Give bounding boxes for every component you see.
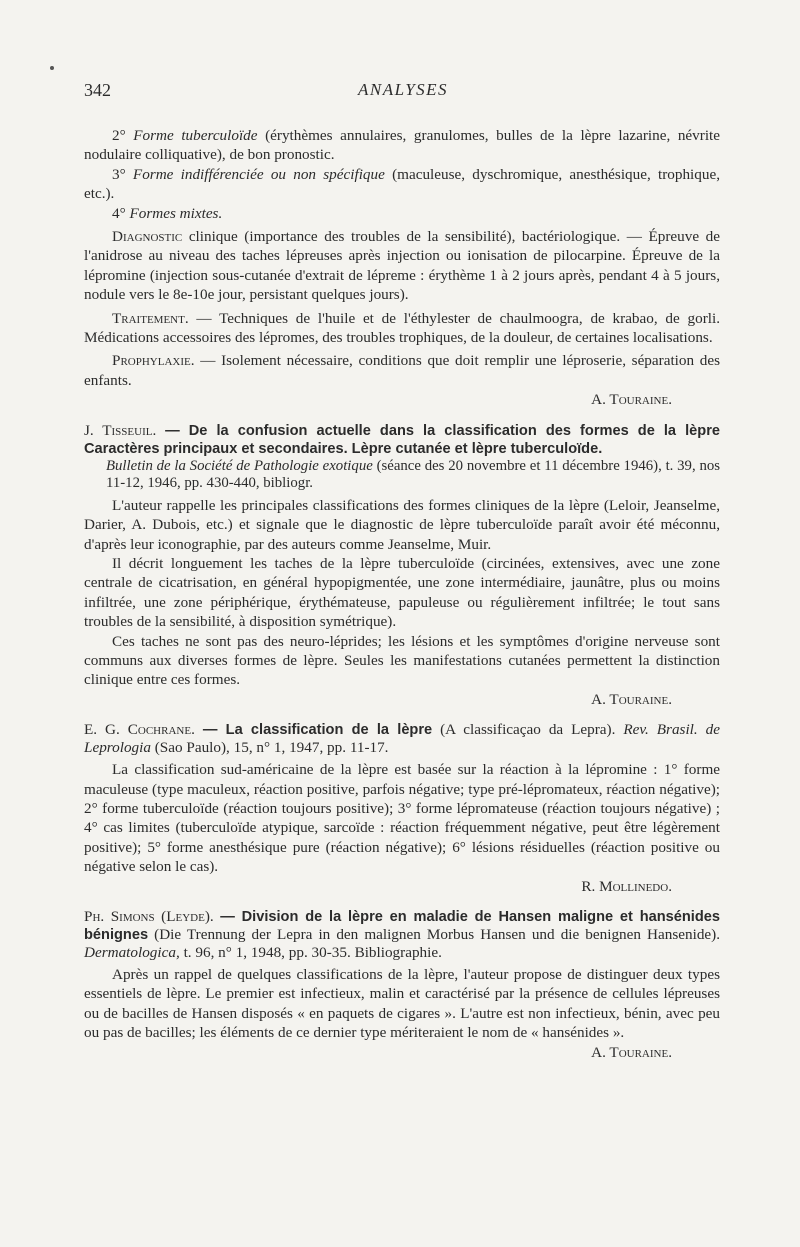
- signature-2: A. Touraine.: [591, 690, 672, 708]
- reference-2-author: E. G. Cochrane.: [84, 721, 195, 739]
- reference-3-title: — Division de la lèpre en maladie de Hansen maligne et hansénides bénignes: [84, 909, 720, 943]
- page-header: [84, 80, 722, 110]
- abstract-1-p3: Ces taches ne sont pas des neuro-léprides; les lésions et les symptômes d'origine nerveuse sont communs aux diverses formes de lèpre. Seules les manifestations cutanées permettent la distinction clinique entre ces formes.: [84, 632, 720, 689]
- form-3-name: Forme indifférenciée ou non spécifique: [132, 165, 385, 183]
- form-4-name: Formes mixtes.: [129, 204, 223, 222]
- diagnostic-paragraph: Diagnostic clinique (importance des troubles de la sensibilité), bactériologique. — Épreuve de l'anidrose au niveau des taches lépreuses après injection ou ionisation de pilocarpine. Épreuve de la lépromine (injection sous-cutanée d'extrait de lépreme : érythème 1 à 2 jours après, pendant 4 à 5 jours, nodule vers le 8e-10e jour, persistant quelques jours).: [84, 228, 720, 304]
- reference-3-author: Ph. Simons (Leyde).: [84, 908, 214, 925]
- page-number: 342: [84, 80, 111, 100]
- print-speck: [50, 66, 54, 70]
- reference-1-citation: Bulletin de la Société de Pathologie exotique (séance des 20 novembre et 11 décembre 1946), t. 39, nos 11-12, 1946, pp. 430-440, bibliogr.: [106, 457, 720, 491]
- traitement-label: Traitement.: [112, 309, 189, 327]
- reference-3: Ph. Simons (Leyde). — Division de la lèpre en maladie de Hansen maligne et hansénides bénignes (Die Trennung der Lepra in den malignen Morbus Hansen und die benignen Hansenide). Dermatologica, t. 96, n° 1, 1948, pp. 30-35. Bibliographie.: [84, 908, 721, 961]
- prophylaxie-paragraph: Prophylaxie. — Isolement nécessaire, conditions que doit remplir une léproserie, séparation des enfants.: [84, 352, 720, 389]
- abstract-3-p1: Après un rappel de quelques classifications de la lèpre, l'auteur propose de distinguer deux types essentiels de lèpre. Le premier est infectieux, malin et caractérisé par la présence de cellules lépreuses ou de bacilles de Hansen disposés « en paquets de cigares ». L'autre est non infectieux, bénin, avec peu ou pas de bacilles; les éléments de ce dernier type mériteraient le nom de « hansénides ».: [84, 966, 720, 1042]
- reference-1: [84, 422, 720, 458]
- form-4: 4° Formes mixtes.: [112, 204, 223, 222]
- form-2: 2° Forme tuberculoïde (érythèmes annulaires, granulomes, bulles de la lèpre lazarine, névrite nodulaire colliquative), de bon pronostic.: [84, 127, 720, 164]
- reference-1-author: J. Tisseuil.: [84, 421, 157, 439]
- traitement-paragraph: Traitement. — Techniques de l'huile et de l'éthylester de chaulmoogra, de krabao, de gorli. Médications accessoires des lépromes, des troubles trophiques, de la douleur, de certaines localisations.: [84, 309, 720, 347]
- signature-mollinedo: R. Mollinedo.: [581, 877, 672, 895]
- reference-1-title: — De la confusion actuelle dans la classification des formes de la lèpre Caractères principaux et secondaires. Lèpre cutanée et lèpre tuberculoïde.: [84, 422, 720, 457]
- diagnostic-label: Diagnostic: [112, 228, 183, 246]
- form-2-name: Forme tuberculoïde: [133, 127, 258, 144]
- prophylaxie-label: Prophylaxie.: [112, 352, 195, 370]
- reference-2-title: — La classification de la lèpre: [202, 722, 433, 739]
- abstract-1-p2: Il décrit longuement les taches de la lèpre tuberculoïde (circinées, extensives, avec une zone centrale de cicatrisation, en général hypopigmentée, une zone intermédiaire, jaunâtre, plus ou moins infiltrée, une zone périphérique, érythémateuse, papuleuse ou régulièrement infiltrée; le tout sans troubles de la sensibilité, à disposition symétrique).: [84, 554, 720, 631]
- form-3: 3° Forme indifférenciée ou non spécifique (maculeuse, dyschromique, anesthésique, trophique, etc.).: [84, 165, 721, 203]
- abstract-2-p1: La classification sud-américaine de la lèpre est basée sur la réaction à la lépromine : 1° forme maculeuse (type maculeux, réaction positive, parfois négative; type pré-lépromateux, réaction négative); 2° forme tuberculoïde (réaction toujours positive); 3° forme lépromateuse (réaction toujours négative) ; 4° cas limites (tuberculoïde atypique, sarcoïde : réaction fréquemment négative, peut être légèrement positive); 5° forme anesthésique pure (réaction négative); 6° lésions résiduelles (réaction positive ou négative selon le cas).: [84, 761, 720, 876]
- abstract-1-p1: L'auteur rappelle les principales classifications des formes cliniques de la lèpre (Leloir, Jeanselme, Darier, A. Dubois, etc.) et signale que le diagnostic de lèpre tuberculoïde paraît avoir été méconnu, d'après leur iconographie, par des auteurs comme Jeanselme, Muir.: [84, 496, 720, 553]
- reference-2: E. G. Cochrane. — La classification de la lèpre (A classificaçao da Lepra). Rev. Brasil. de Leprologia (Sao Paulo), 15, n° 1, 1947, pp. 11-17.: [84, 721, 721, 757]
- running-head: ANALYSES: [357, 80, 449, 99]
- signature-3: A. Touraine.: [591, 1043, 672, 1061]
- signature-1: A. Touraine.: [591, 391, 672, 409]
- page-body: [84, 126, 720, 1062]
